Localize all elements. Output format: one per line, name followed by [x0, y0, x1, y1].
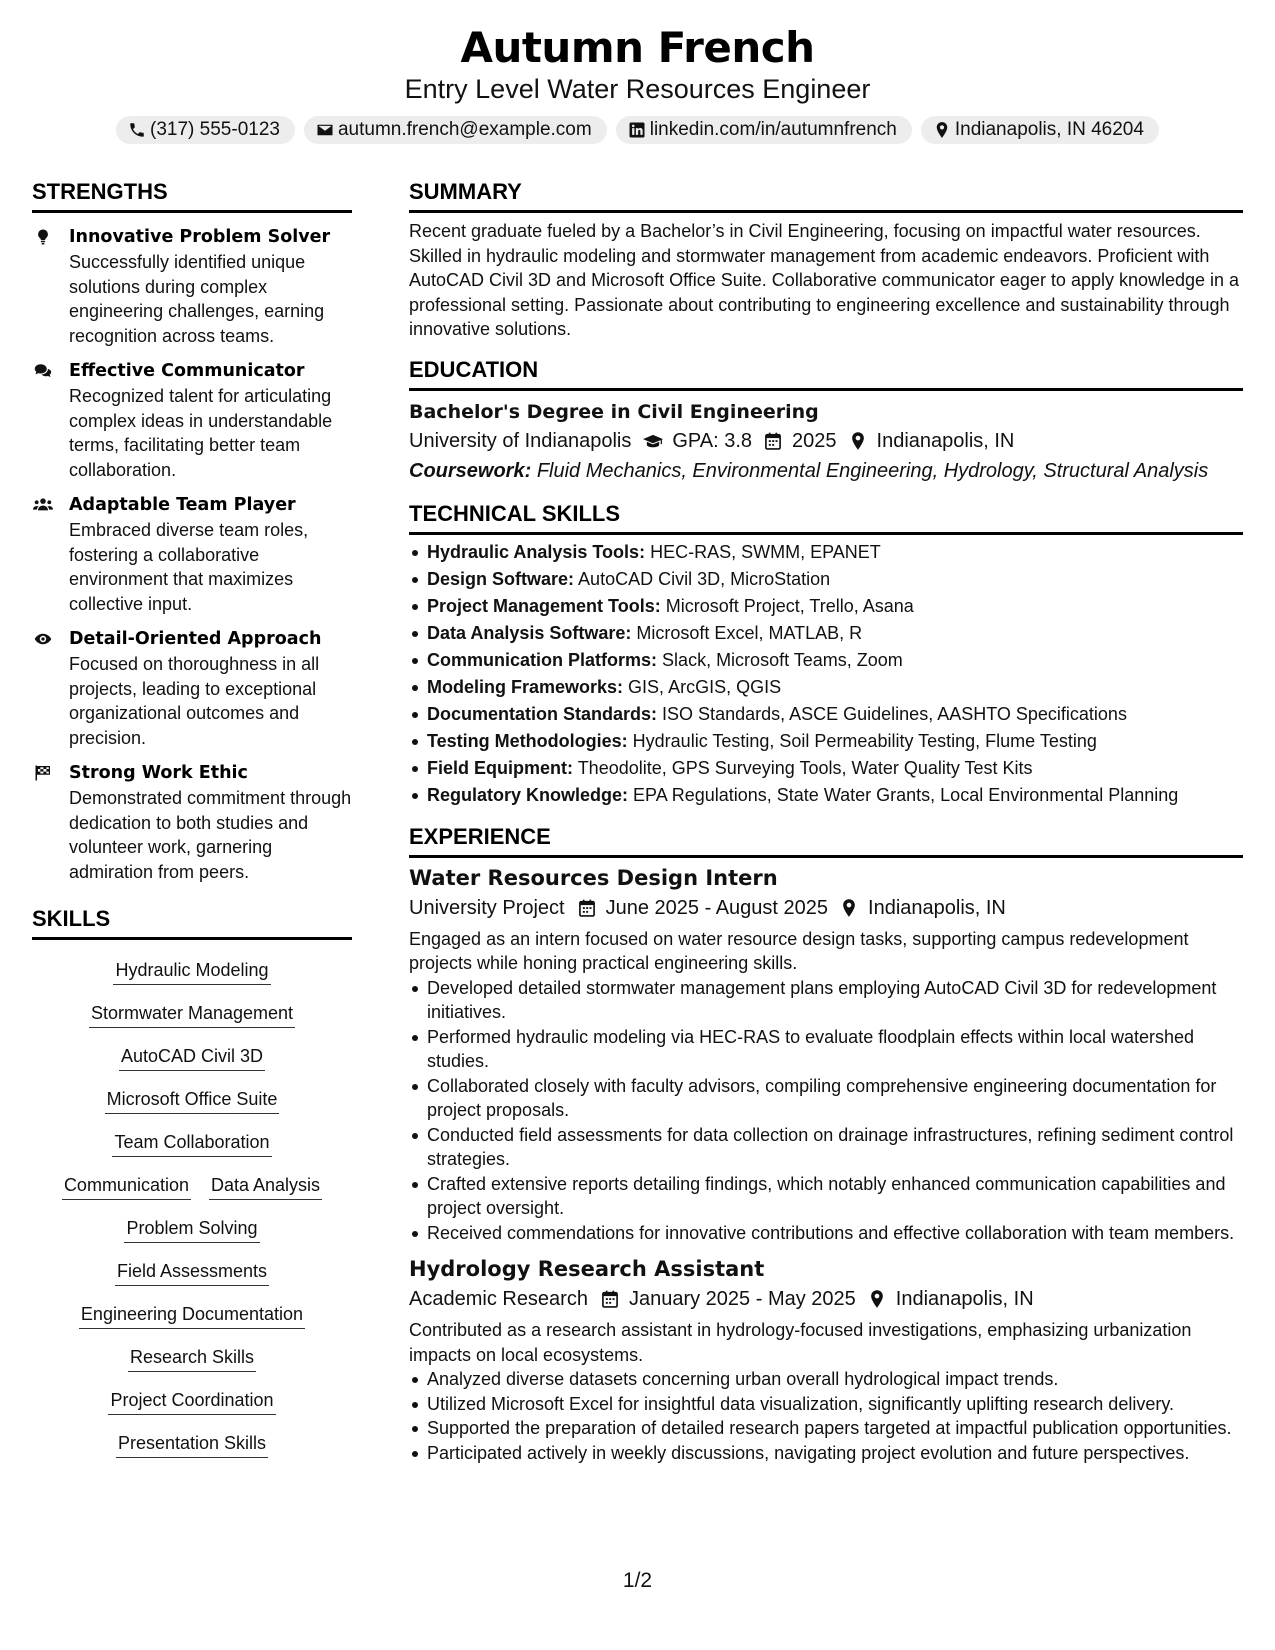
job-title: Hydrology Research Assistant	[409, 1257, 765, 1281]
tech-skill-label: Project Management Tools:	[427, 595, 661, 616]
candidate-title: Entry Level Water Resources Engineer	[404, 74, 871, 104]
strength-item	[32, 627, 352, 750]
strength-item	[32, 493, 352, 616]
job-bullets	[409, 976, 1243, 1246]
comments-icon	[32, 361, 54, 381]
skill-chip: Problem Solving	[124, 1216, 259, 1243]
tech-skill-value: Slack, Microsoft Teams, Zoom	[662, 649, 903, 670]
job-location: Indianapolis, IN	[868, 896, 1006, 919]
job-summary: Engaged as an intern focused on water resource design tasks, supporting campus redevelopment projects while honing practical engineering skills.	[409, 928, 1189, 973]
flag-checkered-icon	[32, 763, 54, 783]
right-column	[409, 178, 1243, 1465]
gpa-text: GPA: 3.8	[672, 429, 753, 452]
strengths-heading: STRENGTHS	[32, 178, 352, 213]
skill-chip: Research Skills	[128, 1345, 256, 1372]
skill-chip: Field Assessments	[115, 1259, 269, 1286]
strength-item	[32, 359, 352, 482]
strength-desc: Embraced diverse team roles, fostering a collaborative environment that maximizes collective input.	[69, 520, 309, 614]
tech-skill-label: Documentation Standards:	[427, 703, 658, 724]
contact-linkedin[interactable]	[616, 116, 912, 144]
tech-skill-value: GIS, ArcGIS, QGIS	[628, 676, 782, 697]
strength-desc: Focused on thoroughness in all projects, leading to exceptional organizational outcomes and precision.	[69, 654, 320, 748]
school-name: University of Indianapolis	[409, 429, 632, 452]
location-text: Indianapolis, IN 46204	[954, 119, 1144, 140]
tech-skill-value: ISO Standards, ASCE Guidelines, AASHTO Specifications	[662, 703, 1127, 724]
tech-skill-value: Microsoft Excel, MATLAB, R	[636, 622, 863, 643]
list-item: Analyzed diverse datasets concerning urban overall hydrological impact trends.	[427, 1367, 1243, 1392]
tech-skill-value: AutoCAD Civil 3D, MicroStation	[578, 568, 831, 589]
tech-skill-value: Theodolite, GPS Surveying Tools, Water Quality Test Kits	[577, 757, 1033, 778]
list-item: Collaborated closely with faculty advisors, compiling comprehensive engineering documentation for project proposals.	[427, 1074, 1243, 1123]
tech-skill-label: Testing Methodologies:	[427, 730, 628, 751]
list-item	[427, 539, 1243, 566]
skill-chip: Stormwater Management	[89, 1001, 295, 1028]
list-item: Supported the preparation of detailed research papers targeted at impactful publication opportunities.	[427, 1416, 1243, 1441]
users-icon	[32, 495, 54, 515]
contact-email[interactable]	[304, 116, 607, 144]
strength-desc: Successfully identified unique solutions during complex engineering challenges, earning recognition across teams.	[69, 252, 325, 346]
strength-title: Strong Work Ethic	[69, 763, 248, 783]
skill-chip: Presentation Skills	[116, 1431, 268, 1458]
coursework-label: Coursework:	[409, 459, 532, 482]
list-item	[427, 701, 1243, 728]
page-number: 1/2	[622, 1569, 653, 1592]
job-dates: January 2025 - May 2025	[628, 1288, 856, 1310]
list-item	[427, 782, 1243, 809]
list-item	[427, 728, 1243, 755]
skill-chip: Microsoft Office Suite	[105, 1087, 280, 1114]
list-item: Received commendations for innovative contributions and effective collaboration with team members.	[427, 1221, 1243, 1246]
tech-skill-value: Microsoft Project, Trello, Asana	[665, 595, 914, 616]
map-marker-icon	[848, 431, 868, 451]
skills-list	[32, 940, 352, 1458]
resume-header	[0, 22, 1275, 144]
contact-phone[interactable]	[116, 116, 295, 144]
list-item: Conducted field assessments for data collection on drainage infrastructures, refining sediment control strategies.	[427, 1123, 1243, 1172]
contact-location	[921, 116, 1159, 144]
strength-title: Detail-Oriented Approach	[69, 629, 322, 649]
job-title: Water Resources Design Intern	[409, 865, 778, 890]
phone-icon	[128, 121, 146, 139]
list-item: Crafted extensive reports detailing findings, which notably enhanced communication capabilities and project oversight.	[427, 1172, 1243, 1221]
experience-heading: EXPERIENCE	[409, 823, 1243, 858]
strength-desc: Demonstrated commitment through dedication to both studies and volunteer work, garnering admiration from peers.	[69, 788, 352, 882]
job-summary: Contributed as a research assistant in hydrology-focused investigations, emphasizing urbanization impacts on local ecosystems.	[409, 1320, 1192, 1365]
coursework-text: Fluid Mechanics, Environmental Engineering, Hydrology, Structural Analysis	[536, 459, 1209, 482]
tech-skill-label: Field Equipment:	[427, 757, 573, 778]
linkedin-text: linkedin.com/in/autumnfrench	[649, 119, 897, 140]
map-marker-icon	[839, 898, 859, 918]
graduation-cap-icon	[643, 431, 663, 451]
summary-text: Recent graduate fueled by a Bachelor’s in Civil Engineering, focusing on impactful water resources. Skilled in hydraulic modeling and stormwater management from academic endeavors. Proficient with AutoCAD Civil 3D and Microsoft Office Suite. Collaborative communicator eager to apply knowledge in a professional setting. Passionate about contributing to engineering excellence and sustainability through innovative solutions.	[409, 221, 1240, 339]
education-location: Indianapolis, IN	[876, 429, 1015, 452]
map-marker-icon	[933, 121, 951, 139]
coursework-line	[409, 456, 1243, 486]
tech-skill-label: Hydraulic Analysis Tools:	[427, 541, 646, 562]
technical-skills-list	[409, 539, 1243, 809]
list-item	[427, 674, 1243, 701]
job-location: Indianapolis, IN	[895, 1288, 1034, 1310]
strength-title: Adaptable Team Player	[69, 495, 296, 515]
strength-title: Innovative Problem Solver	[69, 227, 331, 247]
list-item: Performed hydraulic modeling via HEC-RAS to evaluate floodplain effects within local watershed studies.	[427, 1025, 1243, 1074]
eye-icon	[32, 629, 54, 649]
job-meta	[409, 1284, 1243, 1314]
map-marker-icon	[867, 1289, 887, 1309]
skill-chip: Engineering Documentation	[79, 1302, 305, 1329]
education-meta	[409, 426, 1243, 456]
job-meta	[409, 893, 1243, 923]
list-item: Utilized Microsoft Excel for insightful data visualization, significantly uplifting research delivery.	[427, 1392, 1243, 1417]
envelope-icon	[316, 121, 334, 139]
skill-chip: Data Analysis	[209, 1173, 322, 1200]
list-item	[427, 620, 1243, 647]
linkedin-icon	[628, 121, 646, 139]
strength-item	[32, 225, 352, 348]
job-org: University Project	[409, 896, 565, 919]
tech-skill-value: EPA Regulations, State Water Grants, Local Environmental Planning	[633, 784, 1179, 805]
skill-chip: Project Coordination	[108, 1388, 275, 1415]
strength-item	[32, 761, 352, 884]
tech-skill-label: Regulatory Knowledge:	[427, 784, 629, 805]
education-heading: EDUCATION	[409, 356, 1243, 391]
tech-skill-label: Communication Platforms:	[427, 649, 658, 670]
calendar-icon	[600, 1289, 620, 1309]
skill-chip: Communication	[62, 1173, 191, 1200]
tech-skill-value: HEC-RAS, SWMM, EPANET	[650, 541, 881, 562]
tech-skill-value: Hydraulic Testing, Soil Permeability Testing, Flume Testing	[632, 730, 1097, 751]
list-item: Developed detailed stormwater management plans employing AutoCAD Civil 3D for redevelopment initiatives.	[427, 976, 1243, 1025]
left-column	[32, 178, 352, 1458]
skill-chip: AutoCAD Civil 3D	[119, 1044, 265, 1071]
list-item: Participated actively in weekly discussions, navigating project evolution and future perspectives.	[427, 1441, 1243, 1466]
email-text: autumn.french@example.com	[337, 119, 592, 140]
phone-text: (317) 555-0123	[150, 119, 280, 140]
calendar-icon	[763, 431, 783, 451]
job-bullets	[409, 1367, 1243, 1465]
skill-chip: Hydraulic Modeling	[113, 958, 270, 985]
list-item	[427, 647, 1243, 674]
lightbulb-icon	[32, 227, 54, 247]
job-org: Academic Research	[409, 1288, 588, 1310]
summary-heading: SUMMARY	[409, 178, 1243, 213]
tech-skill-label: Data Analysis Software:	[427, 622, 632, 643]
strength-desc: Recognized talent for articulating complex ideas in understandable terms, facilitating better team collaboration.	[69, 386, 333, 480]
job-dates: June 2025 - August 2025	[605, 896, 829, 919]
tech-skill-label: Design Software:	[427, 568, 575, 589]
graduation-year: 2025	[792, 429, 837, 452]
candidate-name: Autumn French	[460, 23, 815, 72]
calendar-icon	[577, 898, 597, 918]
strength-title: Effective Communicator	[69, 361, 305, 381]
list-item	[427, 755, 1243, 782]
list-item	[427, 593, 1243, 620]
contact-bar	[0, 116, 1275, 144]
skill-chip: Team Collaboration	[112, 1130, 271, 1157]
degree-title: Bachelor's Degree in Civil Engineering	[409, 400, 819, 423]
list-item	[427, 566, 1243, 593]
technical-skills-heading: TECHNICAL SKILLS	[409, 500, 1243, 535]
skills-heading: SKILLS	[32, 905, 352, 940]
tech-skill-label: Modeling Frameworks:	[427, 676, 624, 697]
